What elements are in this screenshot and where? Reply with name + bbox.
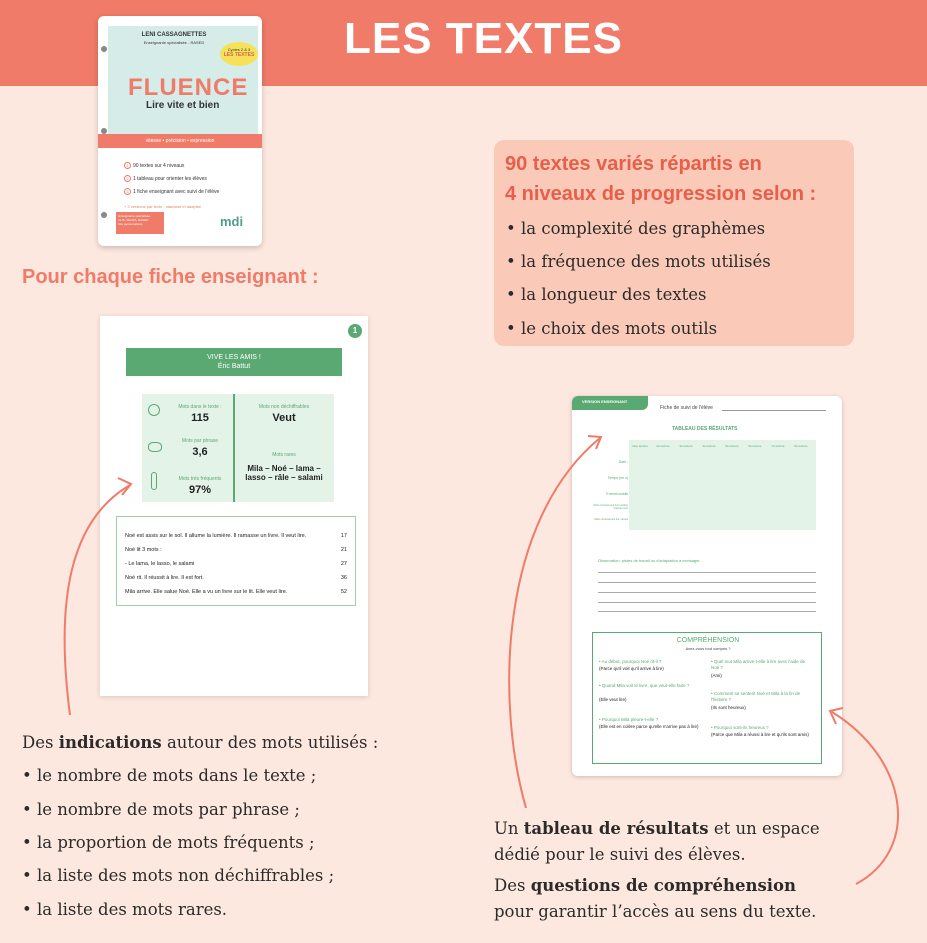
- results-table-title: TABLEAU DES RÉSULTATS: [672, 426, 738, 432]
- row-header: Temps (en s): [607, 476, 628, 480]
- col-header: 8è lecture: [794, 444, 808, 448]
- questions-caption: Des questions de compréhension: [494, 876, 797, 895]
- question: • Comment se sentent Noé et Mila à la fin de l'histoire ?: [711, 691, 801, 702]
- answer: (Parce qu'il voit qu'il arrive à lire): [599, 666, 664, 671]
- stat-label: Mots rares: [272, 452, 296, 458]
- col-header: 3è lecture: [679, 444, 693, 448]
- levels-bullet: • la complexité des graphèmes: [506, 219, 765, 238]
- book-info-box: Enseignante spécialisée CLIS, SEGPA, RASED Kits personnalisés: [116, 212, 164, 234]
- answer: (Ami): [711, 673, 722, 678]
- levels-bullet: • le choix des mots outils: [506, 319, 717, 338]
- stat-label: Mots dans le texte :: [178, 404, 222, 410]
- indications-bullet: • la liste des mots rares.: [22, 900, 227, 919]
- stat-value: Veut: [272, 412, 296, 424]
- word-count: 52: [340, 589, 347, 595]
- book-brand: FLUENCE: [128, 74, 249, 101]
- question: • Au début, pourquoi Noé rit-il ?: [599, 659, 662, 664]
- text-line: - Le lama, le lasso, le salami: [125, 561, 195, 567]
- observation-label: Observation, pistes de travail ou d'adaptation à envisager...: [598, 558, 703, 563]
- levels-bullet: • la fréquence des mots utilisés: [506, 252, 771, 271]
- text-line: Noé rit. Il réussit à lire. Il est fort.: [125, 575, 204, 581]
- book-feature: 2 1 tableau pour orienter les élèves: [124, 175, 207, 182]
- book-author: LENI CASSAGNETTES: [141, 32, 207, 38]
- col-header: 6è lecture: [748, 444, 762, 448]
- comprehension-title: COMPRÉHENSION: [676, 637, 740, 644]
- questions-caption-line2: pour garantir l’accès au sens du texte.: [494, 902, 817, 921]
- stat-label: Mots très fréquents: [178, 476, 222, 482]
- results-caption-line2: dédié pour le suivi des élèves.: [494, 845, 746, 864]
- col-header: 2è lecture: [656, 444, 670, 448]
- text-line: Noé est assis sur le sol. Il allume la lumière. Il ramasse un livre. Il veut lire.: [125, 533, 307, 539]
- word-count: 21: [340, 547, 347, 553]
- stat-value: Mila – Noé – lama – lasso – râle – salami: [245, 464, 323, 482]
- book-feature: 1 90 textes sur 4 niveaux: [124, 162, 184, 169]
- page-title: LES TEXTES: [344, 14, 623, 63]
- levels-title: 90 textes variés répartis en 4 niveaux de progression selon :: [505, 153, 817, 205]
- stat-value: 115: [191, 412, 209, 424]
- answer: (Elle est en colère parce qu'elle n'arrive pas à lire): [599, 724, 699, 729]
- row-header: Erreurs/oublis: [606, 492, 628, 496]
- question: • Pourquoi sont-ils heureux ?: [711, 725, 769, 730]
- answer: (Elle veut lire): [599, 697, 627, 702]
- level-badge: 1: [348, 324, 362, 338]
- stat-label: Mots par phrase: [181, 438, 219, 444]
- stat-value: 97%: [188, 484, 212, 496]
- row-header: Mots correctement lus/ nombre total de mots: [593, 504, 628, 510]
- fiche-label: Fiche de suivi de l'élève: [660, 405, 713, 411]
- col-header: 1ère lecture: [632, 444, 648, 448]
- text-author: Éric Battut: [217, 363, 251, 370]
- text-title: VIVE LES AMIS !: [207, 354, 261, 361]
- question: • Quand Mila voit le livre, que veut-elle faire ?: [599, 683, 690, 688]
- section-teacher-title: Pour chaque fiche enseignant :: [22, 266, 319, 288]
- book-note: + 2 versions par texte : standard et adaptée: [124, 204, 202, 209]
- comprehension-subtitle: Avez-vous tout compris ?: [685, 646, 731, 651]
- text-line: Noé lit 3 mots :: [125, 547, 162, 553]
- word-count: 27: [340, 561, 347, 567]
- answer: (Parce que Mila a réussi à lire et qu'ils sont amis): [711, 732, 809, 737]
- indications-bullet: • le nombre de mots par phrase ;: [22, 800, 300, 819]
- arrow-to-stats: [65, 485, 130, 715]
- indications-bullet: • la proportion de mots fréquents ;: [22, 833, 315, 852]
- arrow-to-questions: [832, 712, 898, 884]
- word-count: 17: [340, 533, 347, 539]
- row-header: Date :: [618, 460, 628, 464]
- indications-lead: Des indications autour des mots utilisés :: [22, 733, 379, 752]
- question: • Quel mot Mila arrive-t-elle à lire avec l'aide de Noé ?: [711, 659, 805, 670]
- arrow-to-table: [509, 438, 600, 808]
- stat-value: 3,6: [192, 446, 208, 458]
- question: • Pourquoi Mila pleure-t-elle ?: [599, 717, 659, 722]
- publisher-logo: mdi: [220, 214, 244, 229]
- word-count: 36: [340, 575, 347, 581]
- book-feature: 3 1 fiche enseignant avec suivi de l'élève: [124, 188, 219, 195]
- row-header: Mots correctement lus / temps: [594, 518, 628, 521]
- answer: (Ils sont heureux): [711, 705, 746, 710]
- book-band: vitesse • précision • expression: [98, 134, 262, 148]
- results-caption: Un tableau de résultats et un espace: [494, 819, 820, 838]
- version-tag: VERSION ENSEIGNANT: [572, 396, 648, 410]
- cycle-badge: Cycles 2 & 3 LES TEXTES: [220, 42, 258, 66]
- indications-bullet: • la liste des mots non déchiffrables ;: [22, 866, 334, 885]
- text-line: Mila arrive. Elle salue Noé. Elle a vu un livre sur le lit. Elle veut lire.: [125, 589, 288, 595]
- col-header: 4è lecture: [702, 444, 716, 448]
- book-subtitle: Lire vite et bien: [146, 100, 220, 111]
- book-author-role: Enseignante spécialisée - RASED: [143, 40, 205, 45]
- col-header: 7è lecture: [771, 444, 785, 448]
- col-header: 5è lecture: [725, 444, 739, 448]
- stat-label: Mots non déchiffrables: [258, 404, 310, 410]
- levels-bullet: • la longueur des textes: [506, 285, 707, 304]
- indications-bullet: • le nombre de mots dans le texte ;: [22, 766, 316, 785]
